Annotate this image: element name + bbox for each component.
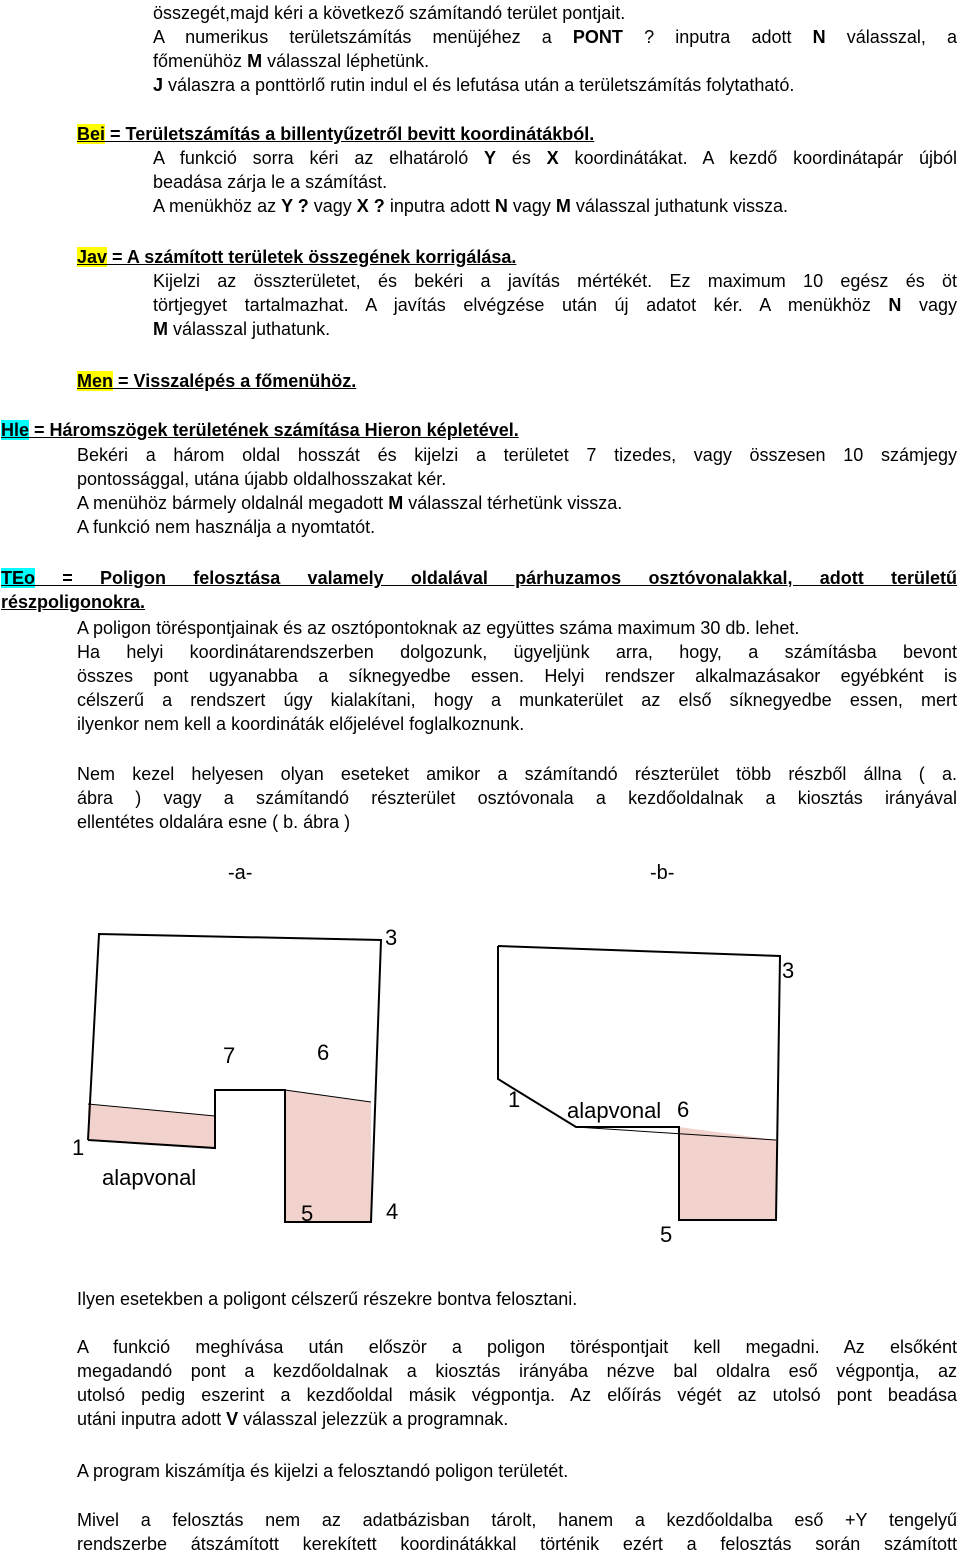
keyword: M xyxy=(247,51,263,71)
title-text: = Poligon felosztása valamely oldalával párhuzamos osztóvonalakkal, adott területű xyxy=(35,568,957,588)
text: törtjegyet tartalmazhat. A javítás elvégzése után új adatot kér. A menükhöz xyxy=(153,295,889,315)
line: Ilyen esetekben a poligont célszerű részekre bontva felosztani. xyxy=(77,1289,578,1309)
text: koordinátákat. A kezdő koordinátapár újból xyxy=(558,148,957,168)
intro-block xyxy=(153,1,957,97)
hle-body xyxy=(77,443,957,539)
line: ábra ) vagy a számítandó részterület osztóvonala a kezdőoldalnak a kiosztás irányával xyxy=(77,788,957,808)
point-label: 1 xyxy=(72,1135,85,1160)
text: inputra adott xyxy=(384,196,495,216)
baseline-label: alapvonal xyxy=(102,1165,197,1190)
text: válasszal juthatunk vissza. xyxy=(570,196,789,216)
after-p4 xyxy=(77,1508,957,1556)
line: rendszerbe átszámított kerekített koordinátákkal történik ezért a felosztás során számított xyxy=(77,1534,957,1554)
after-p2 xyxy=(77,1335,957,1431)
text: válasszal léphetünk. xyxy=(262,51,430,71)
line xyxy=(153,293,957,317)
intro-text: összegét,majd kéri a következő számítandó terület pontjait. xyxy=(153,3,626,23)
teo-title xyxy=(1,566,957,590)
line xyxy=(153,317,957,341)
line: A poligon töréspontjainak és az osztópontoknak az együttes száma maximum 30 db. lehet. xyxy=(77,618,800,638)
text: A menühöz bármely oldalnál megadott xyxy=(77,493,389,513)
line xyxy=(77,1407,957,1431)
teo-heading xyxy=(1,566,957,614)
line: megadandó pont a kezdőoldalnak a kiosztás irányába nézve bal oldalra eső végpontja, az xyxy=(77,1361,957,1381)
jav-body xyxy=(153,269,957,341)
jav-key: Jav xyxy=(77,247,108,267)
text: válasszal, a xyxy=(825,27,957,47)
figure-b xyxy=(480,915,820,1250)
text: vagy xyxy=(507,196,556,216)
text: és xyxy=(496,148,547,168)
line: Mivel a felosztás nem az adatbázisban tárolt, hanem a kezdőoldalba eső +Y tengelyű xyxy=(77,1510,957,1530)
text: A menükhöz az xyxy=(153,196,282,216)
line xyxy=(77,491,957,515)
line: utolsó pedig eszerint a kezdőoldal másik végpontja. Az előírás végét az utolsó pont beadása xyxy=(77,1385,957,1405)
line xyxy=(153,194,957,218)
teo-paragraph2 xyxy=(77,762,957,834)
teo-key: TEo xyxy=(1,568,35,588)
text: A numerikus területszámítás menüjéhez a xyxy=(153,27,573,47)
title-text: = Visszalépés a főmenühöz. xyxy=(113,371,357,391)
hle-title xyxy=(1,420,519,440)
title-text: = Területszámítás a billentyűzetről bevitt koordinátákból. xyxy=(105,124,595,144)
title-text: = A számított területek összegének korrigálása. xyxy=(107,247,517,267)
line: összes pont ugyanabba a síknegyedbe essen. Helyi rendszer alkalmazásakor egyébként is xyxy=(77,666,957,686)
figure-b-shaded-area xyxy=(679,1127,776,1220)
text: válasszal térhetünk vissza. xyxy=(403,493,623,513)
keyword: N xyxy=(812,27,826,47)
line: beadása zárja le a számítást. xyxy=(153,172,388,192)
line: Kijelzi az összterületet, és bekéri a javítás mértékét. Ez maximum 10 egész és öt xyxy=(153,271,957,291)
after-p1 xyxy=(77,1287,957,1311)
men-title xyxy=(77,371,356,391)
line: A funkció nem használja a nyomtatót. xyxy=(77,517,376,537)
line: Bekéri a három oldal hosszát és kijelzi a területet 7 tizedes, vagy összesen 10 számjegy xyxy=(77,445,957,465)
bei-heading xyxy=(77,122,594,146)
bei-body xyxy=(153,146,957,218)
figure-a-shaded-area xyxy=(285,1090,371,1222)
point-label: 3 xyxy=(385,925,398,950)
keyword: N xyxy=(888,295,902,315)
bei-key: Bei xyxy=(77,124,106,144)
line xyxy=(153,146,957,170)
intro-line xyxy=(153,25,957,49)
intro-line xyxy=(153,49,957,73)
text: válaszra a ponttörlő rutin indul el és lefutása után a területszámítás folytatható. xyxy=(163,75,795,95)
line: Ha helyi koordinátarendszerben dolgozunk, ügyeljünk arra, hogy, a számításba bevont xyxy=(77,642,957,662)
point-label: 1 xyxy=(508,1087,521,1112)
jav-title xyxy=(77,247,516,267)
keyword: M xyxy=(555,196,571,216)
line: pontossággal, utána újabb oldalhosszakat kér. xyxy=(77,469,447,489)
teo-body xyxy=(77,616,957,736)
text: válasszal juthatunk. xyxy=(168,319,331,339)
keyword: Y xyxy=(484,148,497,168)
point-label: 3 xyxy=(782,958,795,983)
men-heading xyxy=(77,369,356,393)
after-p3 xyxy=(77,1459,957,1483)
figure-a xyxy=(60,915,420,1235)
hle-key: Hle xyxy=(1,420,30,440)
keyword: X ? xyxy=(356,196,385,216)
point-label: 5 xyxy=(301,1201,314,1226)
keyword: M xyxy=(153,319,168,339)
text: válasszal jelezzük a programnak. xyxy=(238,1409,509,1429)
baseline-label: alapvonal xyxy=(567,1098,662,1123)
text: utáni inputra adott xyxy=(77,1409,227,1429)
line: ilyenkor nem kell a koordináták előjelével foglalkoznunk. xyxy=(77,714,525,734)
text: főmenühöz xyxy=(153,51,248,71)
men-key: Men xyxy=(77,371,113,391)
text: vagy xyxy=(308,196,357,216)
keyword: V xyxy=(226,1409,239,1429)
point-label: 5 xyxy=(660,1222,673,1247)
line: Nem kezel helyesen olyan eseteket amikor a számítandó részterület több részből állna ( a. xyxy=(77,764,957,784)
bei-title xyxy=(77,124,594,144)
title-text: részpoligonokra. xyxy=(1,592,146,612)
point-label: 6 xyxy=(317,1040,330,1065)
point-label: 6 xyxy=(677,1097,690,1122)
text: vagy xyxy=(901,295,957,315)
keyword: J xyxy=(153,75,164,95)
line: A program kiszámítja és kijelzi a felosztandó poligon területét. xyxy=(77,1461,569,1481)
figure-a-caption: -a- xyxy=(228,862,253,884)
point-label: 7 xyxy=(223,1043,236,1068)
keyword: M xyxy=(388,493,404,513)
keyword: N xyxy=(494,196,508,216)
intro-line xyxy=(153,73,957,97)
line: ellentétes oldalára esne ( b. ábra ) xyxy=(77,812,351,832)
keyword: X xyxy=(546,148,559,168)
figure-b-baseline xyxy=(576,1127,776,1140)
keyword: PONT xyxy=(572,27,623,47)
intro-line xyxy=(153,1,957,25)
keyword: Y ? xyxy=(281,196,309,216)
text: ? inputra adott xyxy=(622,27,813,47)
line: A funkció meghívása után először a poligon töréspontjait kell megadni. Az elsőként xyxy=(77,1337,957,1357)
text: A funkció sorra kéri az elhatároló xyxy=(153,148,485,168)
title-text: = Háromszögek területének számítása Hieron képletével. xyxy=(29,420,519,440)
hle-heading xyxy=(1,418,519,442)
figure-b-caption: -b- xyxy=(650,862,675,884)
jav-heading xyxy=(77,245,516,269)
line: célszerű a rendszert úgy kialakítani, hogy a munkaterület az első síknegyedbe essen, mert xyxy=(77,690,957,710)
point-label: 4 xyxy=(386,1199,399,1224)
